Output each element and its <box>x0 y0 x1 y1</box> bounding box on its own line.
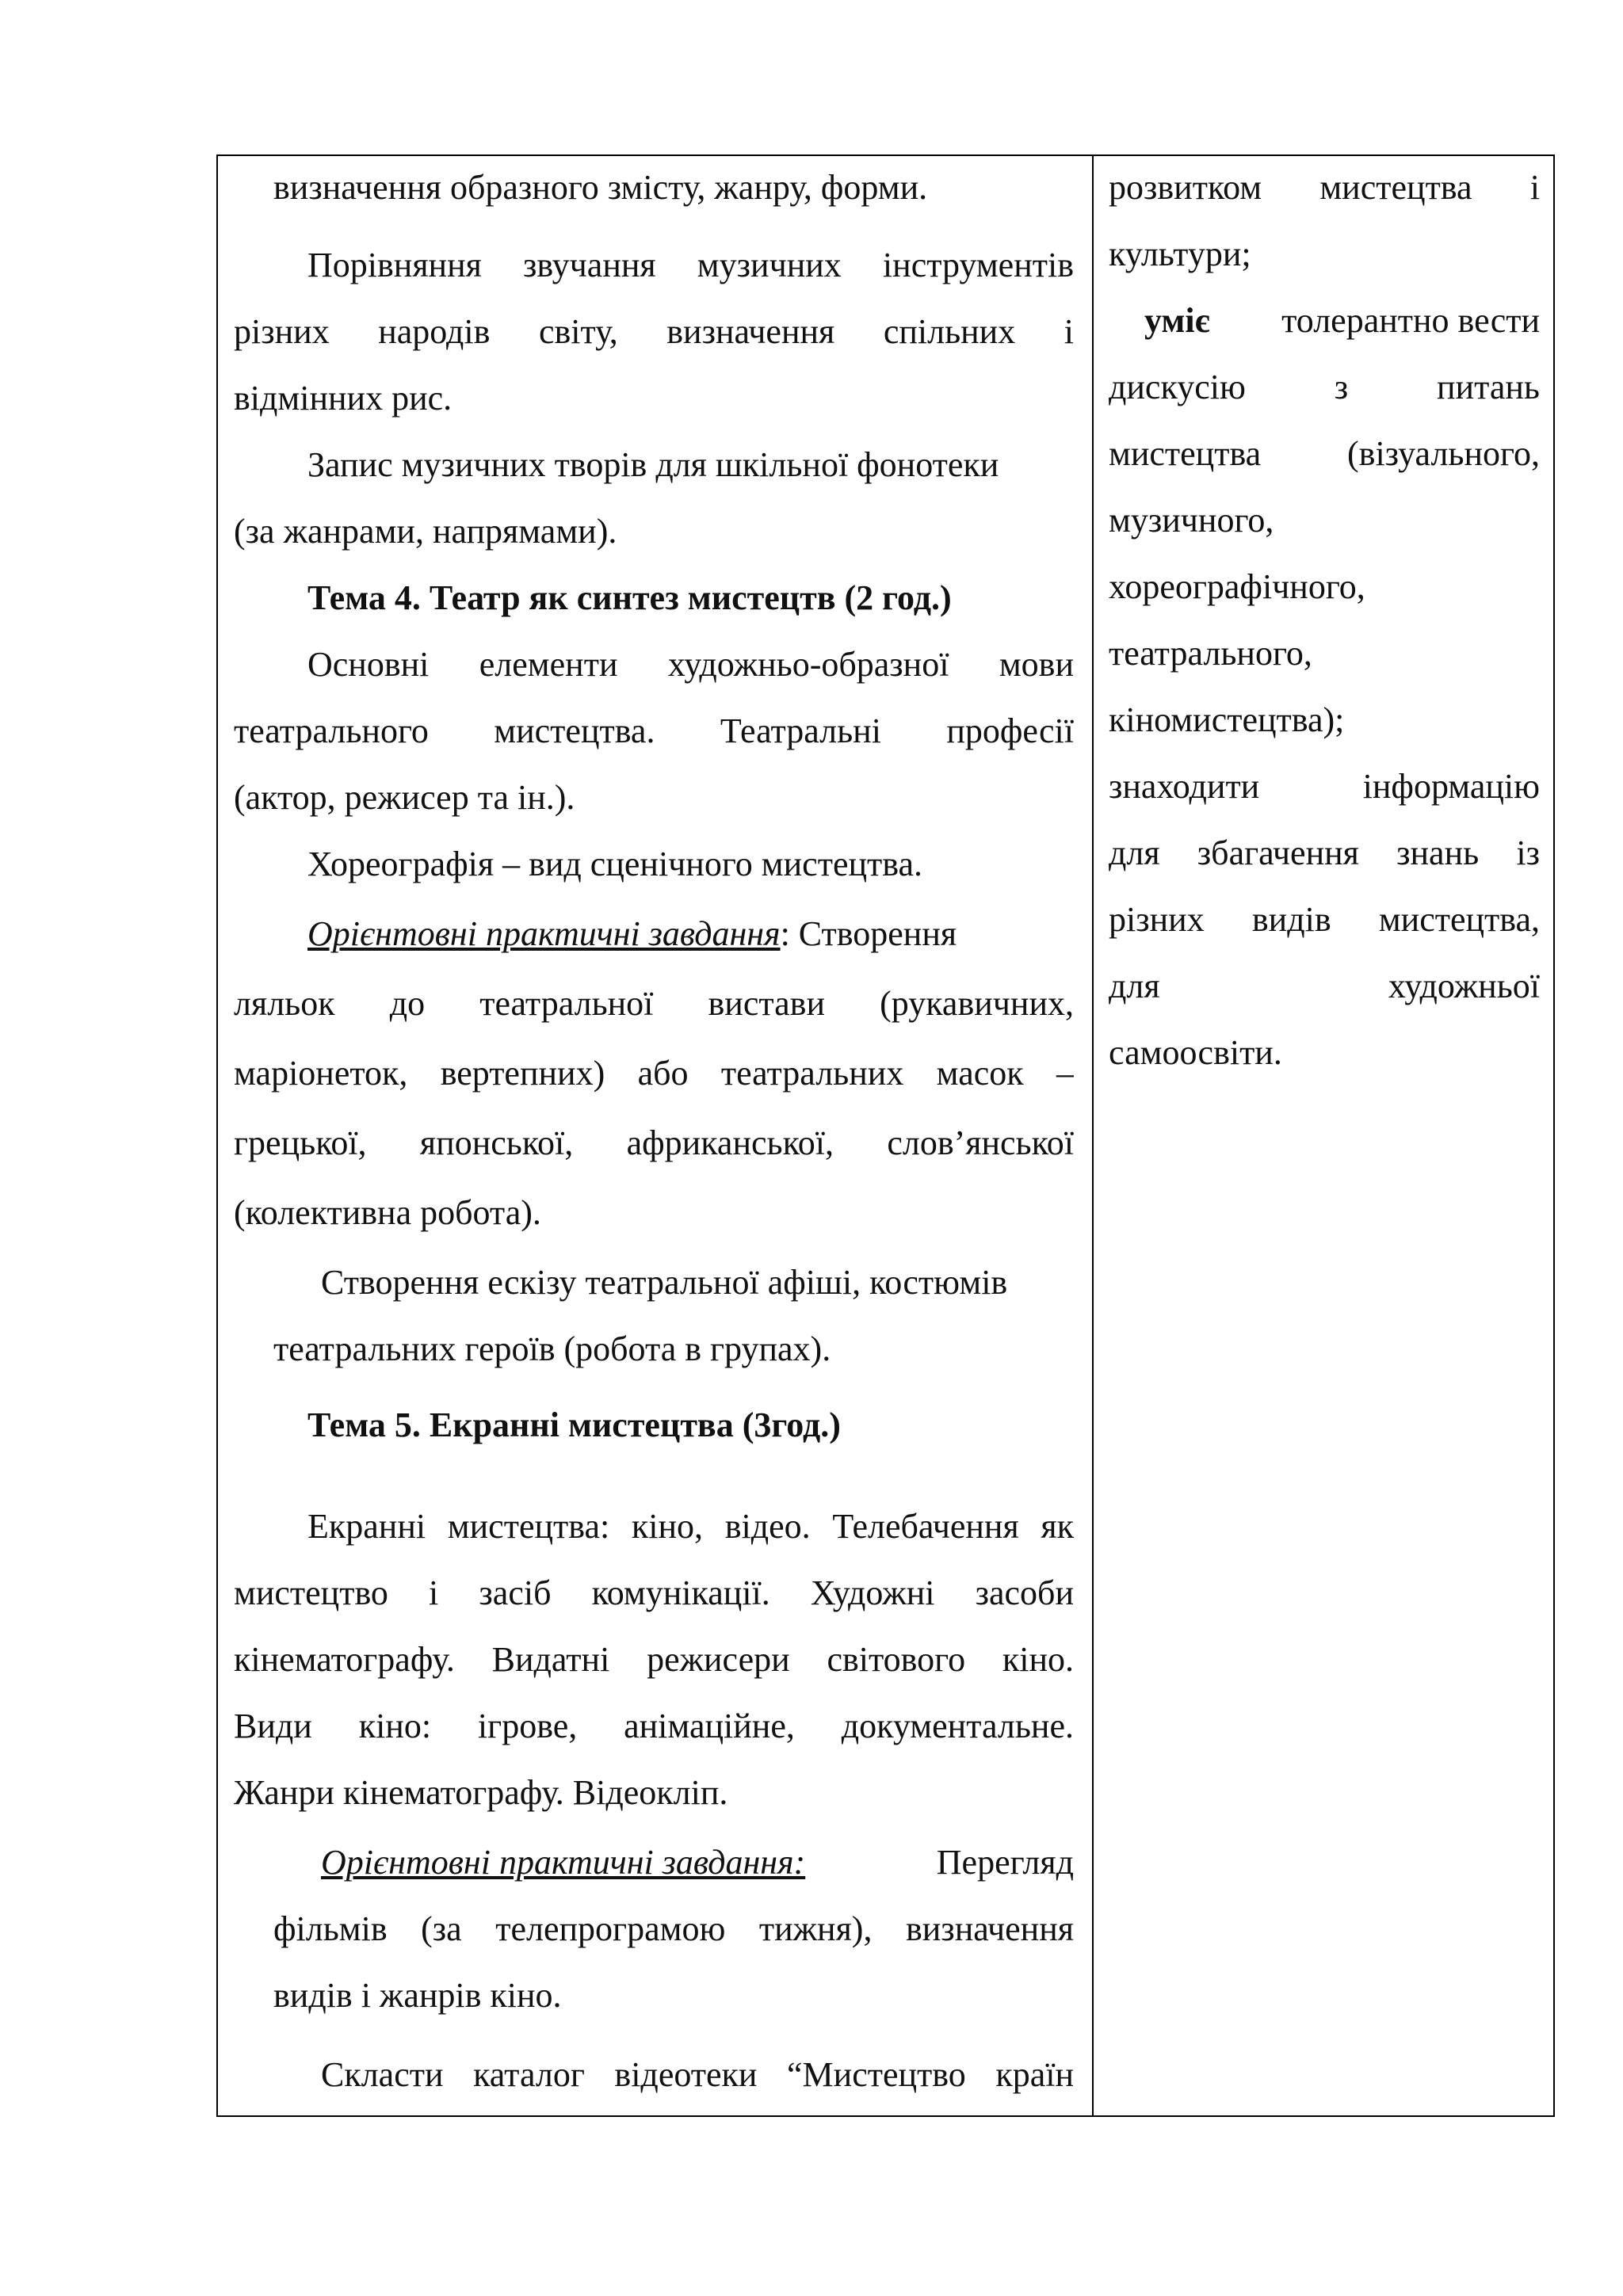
section-heading: Тема 5. Екранні мистецтва (3год.) <box>307 1405 841 1444</box>
text-line: Основні елементи художньо-образної мови <box>307 645 1074 684</box>
text-line: (за жанрами, напрямами). <box>234 512 617 551</box>
section-heading: Тема 4. Театр як синтез мистецтв (2 год.) <box>307 578 952 617</box>
text-line: грецької, японської, африканської, слов’янської <box>234 1123 1074 1162</box>
practical-tasks-label: Орієнтовні практичні завдання: <box>321 1843 806 1882</box>
text-line: музичного, <box>1109 501 1274 540</box>
text-line: визначення образного змісту, жанру, форми. <box>273 168 928 207</box>
curriculum-table <box>216 154 1555 2117</box>
text-line: кінематографу. Видатні режисери світового кіно. <box>234 1640 1074 1679</box>
text-line: толерантно вести <box>1281 301 1540 340</box>
text-line: Перегляд <box>936 1843 1074 1882</box>
text-line: для збагачення знань із <box>1109 833 1540 872</box>
text-line: фільмів (за телепрограмою тижня), визначення <box>273 1909 1074 1948</box>
text-line: Екранні мистецтва: кіно, відео. Телебачення як <box>307 1507 1074 1546</box>
text-line: театрального, <box>1109 634 1312 673</box>
text-line: (колективна робота). <box>234 1193 541 1232</box>
text-line: Створення ескізу театральної афіші, костюмів <box>321 1263 1008 1302</box>
content-column <box>234 156 1074 2115</box>
text-line: хореографічного, <box>1109 567 1365 606</box>
skills-keyword: уміє <box>1144 301 1210 340</box>
text-line: видів і жанрів кіно. <box>273 1976 562 2015</box>
text-line: для художньої <box>1109 967 1540 1005</box>
column-divider <box>1092 156 1094 2115</box>
text-line: Запис музичних творів для шкільної фонотеки <box>307 445 999 484</box>
text-line: мистецтво і засіб комунікації. Художні засоби <box>234 1573 1074 1612</box>
practical-tasks-line <box>307 910 1074 958</box>
text-line: знаходити інформацію <box>1109 767 1540 806</box>
text-line: (актор, режисер та ін.). <box>234 778 575 817</box>
text-line: Порівняння звучання музичних інструментів <box>307 246 1074 284</box>
text-line: Жанри кінематографу. Відеокліп. <box>234 1773 728 1812</box>
text-line: різних народів світу, визначення спільних і <box>234 312 1074 351</box>
text-line: : Створення <box>780 914 957 953</box>
text-line: Скласти каталог відеотеки “Мистецтво країн <box>321 2055 1074 2094</box>
text-line: кіномистецтва); <box>1109 700 1345 739</box>
text-line: розвитком мистецтва і <box>1109 168 1540 207</box>
text-line: самоосвіти. <box>1109 1033 1282 1072</box>
text-line: Хореографія – вид сценічного мистецтва. <box>307 845 922 883</box>
text-line: мистецтва (візуального, <box>1109 434 1540 473</box>
outcomes-column <box>1109 156 1540 2115</box>
text-line: відмінних рис. <box>234 379 453 418</box>
text-line: Види кіно: ігрове, анімаційне, документальне. <box>234 1707 1074 1745</box>
text-line: маріонеток, вертепних) або театральних масок – <box>234 1054 1074 1093</box>
text-line: театрального мистецтва. Театральні професії <box>234 711 1074 750</box>
skills-line <box>1144 297 1540 345</box>
practical-tasks-label: Орієнтовні практичні завдання <box>307 914 781 953</box>
text-line: культури; <box>1109 235 1251 273</box>
text-line: театральних героїв (робота в групах). <box>273 1329 831 1368</box>
text-line: ляльок до театральної вистави (рукавичних, <box>234 984 1074 1023</box>
text-line: різних видів мистецтва, <box>1109 900 1540 939</box>
text-line: дискусію з питань <box>1109 368 1540 406</box>
practical-tasks-line <box>321 1839 1074 1886</box>
